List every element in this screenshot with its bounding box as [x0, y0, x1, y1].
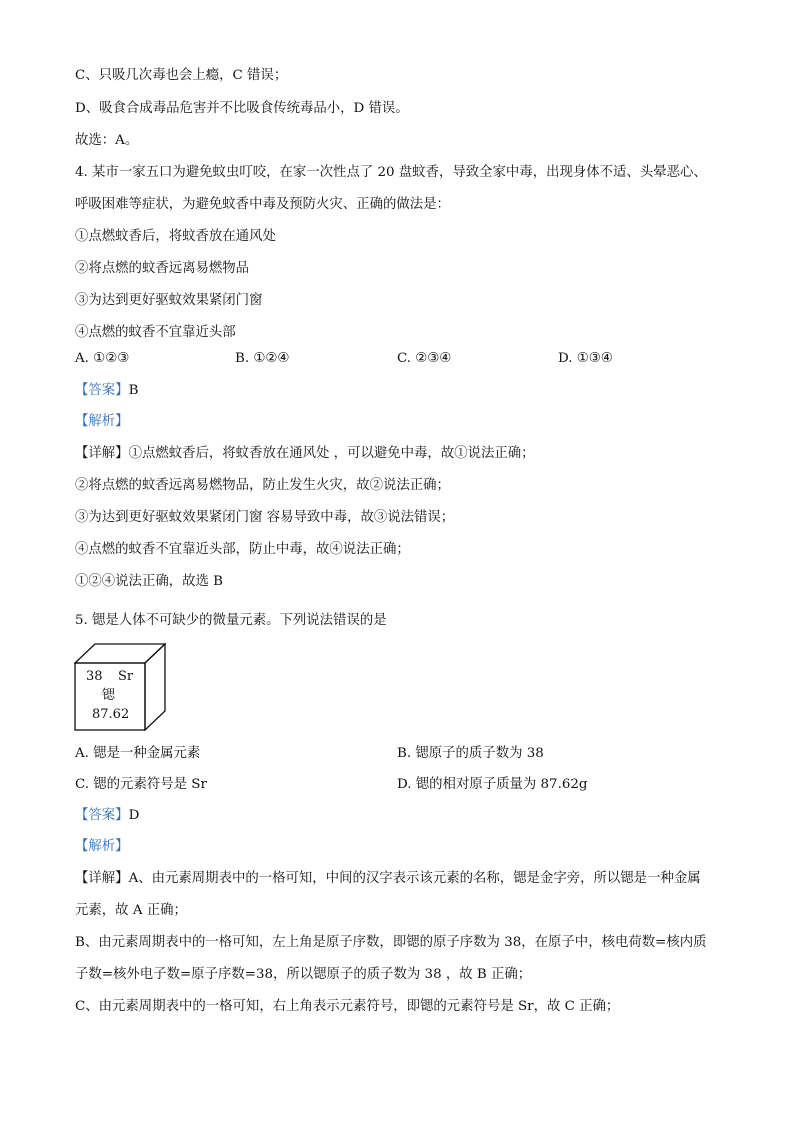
q5-option-c: C. 锶的元素符号是 Sr [75, 777, 207, 792]
q5-detail-c1: C、由元素周期表中的一格可知，右上角表示元素符号，即锶的元素符号是 Sr，故 C 正确； [75, 999, 620, 1014]
q5-option-a: A. 锶是一种金属元素 [75, 746, 201, 761]
q4-analysis-tag [75, 413, 129, 431]
q5-detail-b2: 子数=核外电子数=原子序数=38，所以锶原子的质子数为 38 ，故 B 正确； [75, 967, 532, 982]
atomic-mass: 87.62 [92, 707, 130, 722]
q5-analysis-tag [75, 838, 129, 856]
element-name: 锶 [102, 688, 116, 703]
answer-tag: 【答案】 [75, 383, 129, 398]
analysis-tag: 【解析】 [75, 839, 129, 854]
text-line: D、吸食合成毒品危害并不比吸食传统毒品小，D 错误。 [75, 101, 409, 116]
statement-2: ②将点燃的蚊香远离易燃物品 [75, 261, 250, 276]
q5-detail-a2: 元素，故 A 正确； [75, 903, 187, 918]
q5-option-b: B. 锶原子的质子数为 38 [397, 746, 544, 761]
q4-detail-1 [75, 445, 535, 463]
q4-detail-2: ②将点燃的蚊香远离易燃物品，防止发生火灾，故②说法正确； [75, 478, 450, 493]
detail-text: A、由元素周期表中的一格可知，中间的汉字表示该元素的名称，锶是金字旁，所以锶是一种金属 [128, 871, 701, 886]
q4-option-b: B. ①②④ [235, 351, 290, 366]
question-4-stem: 4. 某市一家五口为避免蚊虫叮咬，在家一次性点了 20 盘蚊香，导致全家中毒，出现身体不适、头晕恶心、 [75, 165, 707, 180]
detail-text: ①点燃蚊香后，将蚊香放在通风处 ，可以避免中毒，故①说法正确； [128, 446, 535, 461]
statement-3: ③为达到更好驱蚊效果紧闭门窗 [75, 293, 263, 308]
detail-tag: 【详解】 [75, 871, 129, 886]
text-line: 故选：A。 [75, 133, 139, 148]
analysis-tag: 【解析】 [75, 414, 129, 429]
statement-4: ④点燃的蚊香不宜靠近头部 [75, 325, 236, 340]
element-cell-cube [74, 643, 166, 731]
answer-tag: 【答案】 [75, 808, 129, 823]
q4-answer [75, 382, 138, 400]
question-4-stem-cont: 呼吸困难等症状，为避免蚊香中毒及预防火灾、正确的做法是： [75, 197, 450, 212]
answer-value: B [128, 383, 139, 398]
q4-detail-4: ④点燃的蚊香不宜靠近头部，防止中毒，故④说法正确； [75, 542, 410, 557]
q4-option-c: C. ②③④ [397, 351, 452, 366]
q4-option-a: A. ①②③ [75, 351, 130, 366]
detail-tag: 【详解】 [75, 446, 129, 461]
q5-option-d: D. 锶的相对原子质量为 87.62g [397, 777, 588, 792]
cube-top-face [75, 644, 165, 663]
cube-side-face [145, 644, 165, 730]
q4-detail-5: ①②④说法正确，故选 B [75, 574, 224, 589]
statement-1: ①点燃蚊香后，将蚊香放在通风处 [75, 229, 276, 244]
q4-option-d: D. ①③④ [558, 351, 613, 366]
text-line: C、只吸几次毒也会上瘾，C 错误； [75, 68, 288, 83]
q5-detail-a1 [75, 870, 701, 888]
question-5-stem: 5. 锶是人体不可缺少的微量元素。下列说法错误的是 [75, 613, 387, 628]
answer-value: D [128, 808, 140, 823]
q5-answer [75, 807, 139, 825]
q5-detail-b1: B、由元素周期表中的一格可知，左上角是原子序数，即锶的原子序数为 38，在原子中，核电荷数=核内质 [75, 935, 707, 950]
element-symbol: Sr [118, 669, 134, 684]
q4-detail-3: ③为达到更好驱蚊效果紧闭门窗 容易导致中毒，故③说法错误； [75, 510, 455, 525]
atomic-number: 38 [86, 669, 103, 684]
